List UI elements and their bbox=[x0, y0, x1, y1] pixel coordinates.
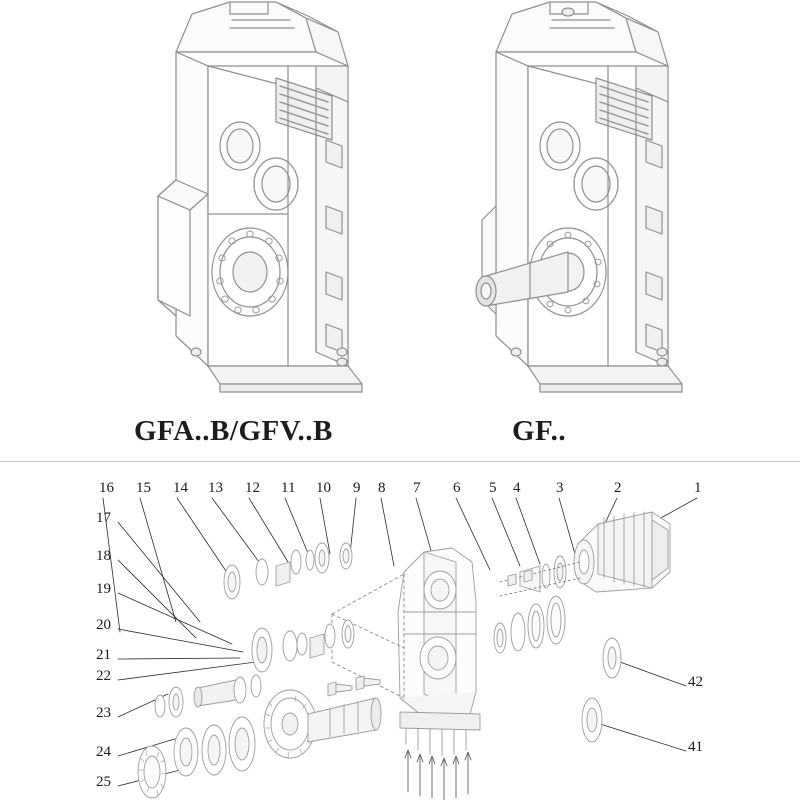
callout-41: 41 bbox=[688, 739, 703, 755]
callout-8: 8 bbox=[378, 480, 386, 496]
callout-15: 15 bbox=[136, 480, 151, 496]
callout-21: 21 bbox=[96, 647, 111, 663]
callout-7: 7 bbox=[413, 480, 421, 496]
callout-24: 24 bbox=[96, 744, 111, 760]
callout-25: 25 bbox=[96, 774, 111, 790]
callout-17: 17 bbox=[96, 510, 111, 526]
exploded-parts-svg bbox=[0, 462, 800, 800]
gearbox-drawing-gfab-gfvb bbox=[80, 0, 400, 400]
callout-11: 11 bbox=[281, 480, 296, 496]
callout-22: 22 bbox=[96, 668, 111, 684]
callout-14: 14 bbox=[173, 480, 188, 496]
callout-4: 4 bbox=[513, 480, 521, 496]
gfab-gfvb-svg bbox=[80, 0, 400, 400]
callout-2: 2 bbox=[614, 480, 622, 496]
callout-19: 19 bbox=[96, 581, 111, 597]
gf-svg bbox=[390, 0, 720, 400]
callout-6: 6 bbox=[453, 480, 461, 496]
callout-18: 18 bbox=[96, 548, 111, 564]
callout-13: 13 bbox=[208, 480, 223, 496]
callout-1: 1 bbox=[694, 480, 702, 496]
callout-10: 10 bbox=[316, 480, 331, 496]
callout-20: 20 bbox=[96, 617, 111, 633]
callout-12: 12 bbox=[245, 480, 260, 496]
callout-16: 16 bbox=[99, 480, 114, 496]
caption-gfab-gfvb: GFA..B/GFV..B bbox=[134, 415, 333, 447]
gearbox-drawing-gf bbox=[390, 0, 720, 400]
exploded-view-section bbox=[0, 462, 800, 800]
callout-3: 3 bbox=[556, 480, 564, 496]
callout-9: 9 bbox=[353, 480, 361, 496]
callout-42: 42 bbox=[688, 674, 703, 690]
callout-5: 5 bbox=[489, 480, 497, 496]
caption-gf: GF.. bbox=[512, 415, 567, 447]
callout-23: 23 bbox=[96, 705, 111, 721]
